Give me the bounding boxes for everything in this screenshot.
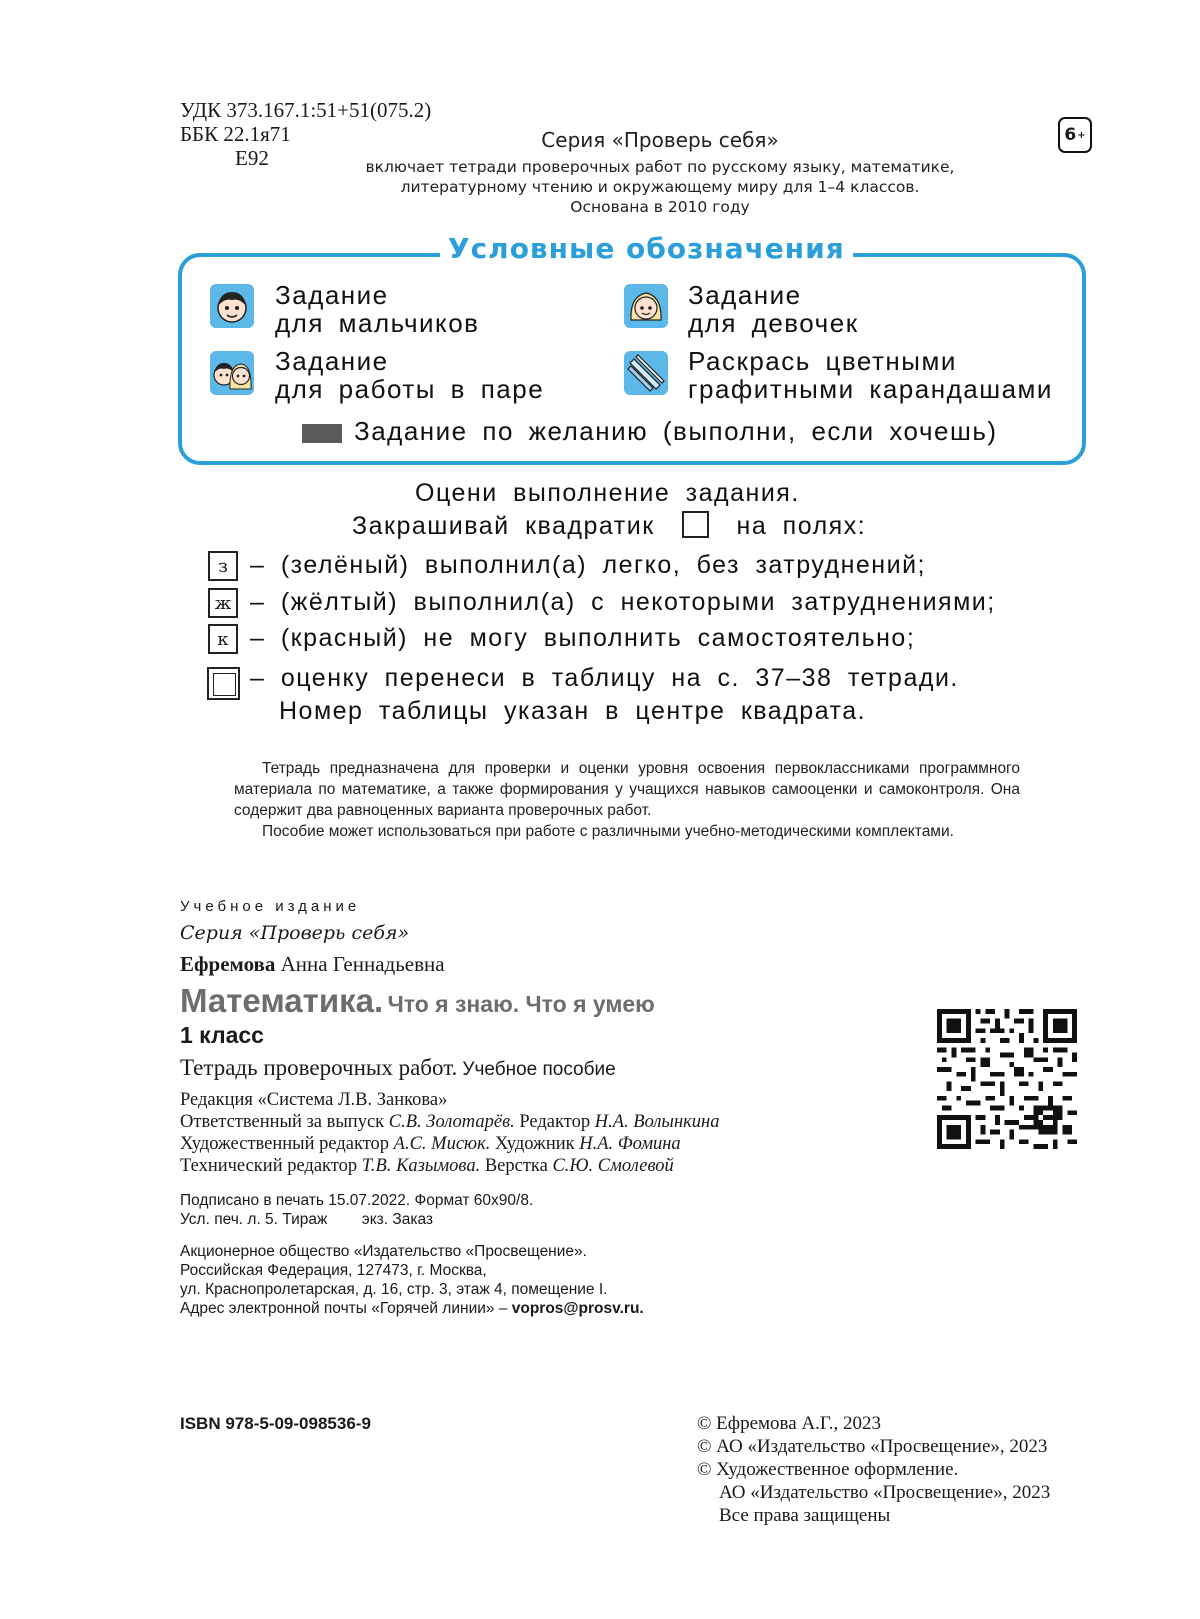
description-paragraph: Пособие может использоваться при работе с различными учебно-методическими комплектами. [262,823,954,840]
credit-role: Художественный редактор [180,1134,390,1154]
udk-code: УДК 373.167.1:51+51(075.2) [180,98,432,122]
credit-line [180,1133,719,1155]
boy-icon [210,284,254,328]
publisher-line: Акционерное общество «Издательство «Просвещение». [180,1243,587,1260]
legend-item-line: Раскрась цветными [688,346,957,376]
mark-red-text: – (красный) не могу выполнить самостоятельно; [250,624,916,652]
book-title-main: Математика. [180,982,384,1019]
copyright-line: © Ефремова А.Г., 2023 [697,1413,882,1434]
legend-item-pair [275,347,544,403]
series-description [330,157,990,217]
eval-shade-text: Закрашивай квадратик [352,512,655,540]
series-title: Серия «Проверь себя» [541,128,779,152]
book-subtitle [180,1055,616,1081]
editorial-credits [180,1089,719,1177]
legend-item-line: для девочек [688,308,859,338]
mark-green-box: з [208,551,238,581]
author-last-name: Ефремова [180,952,276,976]
hotline-label: Адрес электронной почты «Горячей линии» – [180,1300,508,1317]
legend-item-line: для работы в паре [275,374,545,404]
legend-item-pencils [688,347,1053,403]
mark-red-box: к [208,624,238,654]
author-first-name: Анна Геннадьевна [280,952,445,976]
copyright-line: © Художественное оформление. [697,1459,959,1480]
edition-type: Учебное издание [180,898,361,915]
series-desc-line: включает тетради проверочных работ по русскому языку, математике, [365,158,955,176]
credit-person: Н.А. Фомина [579,1134,681,1154]
credit-person: С.В. Золотарёв. [388,1112,515,1132]
hotline-email: vopros@prosv.ru. [511,1300,644,1317]
legend-item-girls [688,281,859,337]
book-subtitle-main: Тетрадь проверочных работ. [180,1055,458,1080]
credit-person: Т.В. Казымова. [361,1156,481,1176]
workbook-description [234,758,1020,842]
girl-icon [624,284,668,328]
credit-role: Художник [495,1134,575,1154]
pair-icon [210,351,254,395]
table-mark-box [207,667,240,700]
imprint-series: Серия «Проверь себя» [180,922,410,944]
age-plus: + [1077,129,1086,141]
legend-item-boys [275,281,479,337]
publisher-line: Российская Федерация, 127473, г. Москва, [180,1262,487,1279]
copyright-line: © АО «Издательство «Просвещение», 2023 [697,1436,1048,1457]
description-paragraph: Тетрадь предназначена для проверки и оценки уровня освоения первоклассниками программного материала по математике, а также формирования у учащихся навыков самооценки и самоконтроля. Она содержит два равноценных варианта проверочных работ. [234,760,1020,819]
table-transfer-text: – оценку перенеси в таблицу на с. 37–38 тетради. [250,664,959,692]
mark-yellow-box: ж [208,588,238,618]
eval-instruction: Оцени выполнение задания. [415,479,800,507]
credit-role: Верстка [484,1156,548,1176]
credit-person: Н.А. Волынкина [594,1112,720,1132]
print-details [180,1191,533,1229]
mark-green-text: – (зелёный) выполнил(а) легко, без затруднений; [250,551,926,579]
isbn: ISBN 978-5-09-098536-9 [180,1414,371,1433]
legend-item-line: Задание [275,346,389,376]
author-mark: Е92 [235,146,269,170]
publisher-line [180,1299,644,1318]
publisher-details [180,1242,644,1318]
book-subtitle-type: Учебное пособие [462,1059,616,1080]
bbk-code: ББК 22.1я71 [180,122,291,146]
legend-item-line: Задание [275,280,389,310]
copyright-line: Все права защищены [719,1505,891,1526]
legend-title: Условные обозначения [440,232,853,265]
eval-shade-instruction [352,511,866,541]
legend-item-line: Задание [688,280,802,310]
sample-square [682,511,709,538]
publisher-line: ул. Краснопролетарская, д. 16, стр. 3, этаж 4, помещение I. [180,1281,608,1298]
credit-role: Редактор [519,1112,591,1132]
credit-person: А.С. Мисюк. [393,1134,491,1154]
age-value: 6 [1064,125,1077,145]
credit-role: Ответственный за выпуск [180,1112,385,1132]
credit-line [180,1111,719,1133]
credit-person: С.Ю. Смолевой [552,1156,674,1176]
print-line: Усл. печ. л. 5. Тираж экз. Заказ [180,1211,434,1228]
book-title [180,982,655,1020]
print-line: Подписано в печать 15.07.2022. Формат 60x90/8. [180,1192,534,1209]
optional-task-marker [302,424,342,443]
copyright-line: АО «Издательство «Просвещение», 2023 [719,1482,1051,1503]
grade: 1 класс [180,1022,264,1048]
credit-line [180,1155,719,1177]
book-title-sub: Что я знаю. Что я умею [387,991,655,1017]
qr-code [937,1009,1077,1149]
legend-optional-text: Задание по желанию (выполни, если хочешь) [354,416,998,446]
legend-item-line: для мальчиков [275,308,480,338]
author-name [180,952,445,977]
series-desc-line: литературному чтению и окружающему миру для 1–4 классов. [400,178,920,196]
series-desc-line: Основана в 2010 году [570,198,750,216]
pencils-icon [624,351,668,395]
eval-margins-text: на полях: [736,512,867,540]
mark-yellow-text: – (жёлтый) выполнил(а) с некоторыми затруднениями; [250,588,996,616]
copyright-block [697,1412,1050,1527]
age-rating-badge [1058,117,1092,153]
legend-item-line: графитными карандашами [688,374,1053,404]
credit-line: Редакция «Система Л.В. Занкова» [180,1090,448,1110]
credit-role: Технический редактор [180,1156,358,1176]
table-number-text: Номер таблицы указан в центре квадрата. [279,697,867,725]
